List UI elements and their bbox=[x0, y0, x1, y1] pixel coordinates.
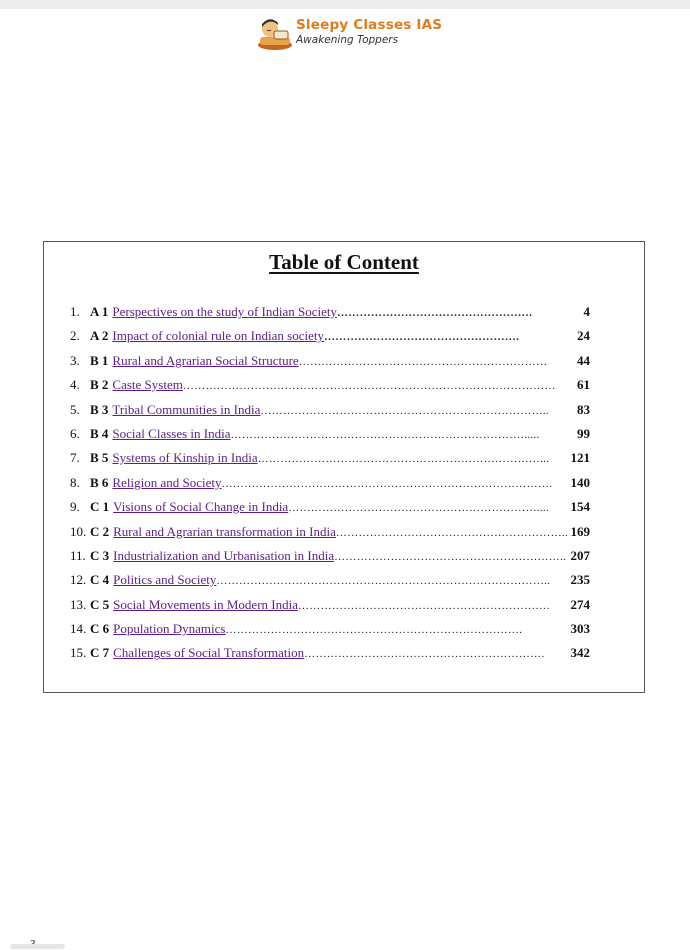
toc-entry-leader-dots: ………………………………………………………….... bbox=[288, 502, 550, 515]
toc-entry-number: 8. bbox=[70, 474, 80, 490]
toc-entry-page: 44 bbox=[577, 352, 590, 368]
toc-entry-page: 154 bbox=[570, 499, 590, 515]
toc-entry-link[interactable]: Rural and Agrarian Social Structure bbox=[112, 352, 299, 368]
brand-title: Sleepy Classes IAS bbox=[296, 17, 443, 33]
toc-entry-code: B 1 bbox=[90, 352, 109, 368]
toc-entry-page: 207 bbox=[570, 547, 590, 563]
toc-entry-number: 1. bbox=[70, 304, 80, 319]
toc-entry-link[interactable]: Caste System bbox=[112, 377, 183, 393]
toc-entry-link[interactable]: Religion and Society bbox=[112, 474, 222, 490]
toc-entry-number: 2. bbox=[70, 328, 80, 344]
toc-entry-leader-dots: ………………………………………………………. bbox=[304, 648, 545, 661]
toc-heading-text: Table of Content bbox=[269, 250, 419, 274]
toc-entry-leader-dots: ………………………………………………………… bbox=[298, 355, 548, 368]
toc-entry-number: 10. bbox=[70, 523, 87, 539]
bottom-scroll-indicator bbox=[10, 944, 65, 949]
toc-entry-link[interactable]: Population Dynamics bbox=[113, 621, 226, 637]
toc-entry-code: B 2 bbox=[90, 377, 109, 393]
toc-list bbox=[70, 304, 590, 670]
toc-entry-link[interactable]: Industrialization and Urbanisation in India bbox=[113, 547, 335, 563]
toc-entry-code: C 2 bbox=[90, 523, 110, 539]
toc-entry bbox=[70, 572, 590, 596]
toc-entry-number: 14. bbox=[70, 621, 87, 637]
sleeping-student-logo-icon bbox=[256, 15, 294, 51]
toc-entry-leader-dots: …………………………………………………….. bbox=[335, 526, 568, 539]
toc-entry bbox=[70, 402, 590, 426]
toc-entry-number: 13. bbox=[70, 596, 87, 612]
toc-entry-number: 5. bbox=[70, 401, 80, 417]
toc-entry-leader-dots: …………………………………………………………………………….. bbox=[216, 575, 551, 588]
toc-entry-link[interactable]: Visions of Social Change in India bbox=[113, 499, 289, 515]
toc-entry bbox=[70, 426, 590, 450]
toc-entry-page: 4 bbox=[583, 304, 590, 319]
toc-heading bbox=[44, 250, 644, 275]
toc-entry-code: A 1 bbox=[90, 304, 109, 319]
toc-entry-link[interactable]: Tribal Communities in India bbox=[112, 401, 261, 417]
toc-entry-code: B 4 bbox=[90, 425, 109, 441]
toc-entry-leader-dots: …………………………………………………………. bbox=[298, 599, 550, 612]
toc-entry-link[interactable]: Challenges of Social Transformation bbox=[113, 645, 305, 661]
toc-entry-code: A 2 bbox=[90, 328, 109, 344]
toc-entry-link[interactable]: Perspectives on the study of Indian Society bbox=[112, 304, 337, 319]
toc-entry-link[interactable]: Politics and Society bbox=[113, 572, 217, 588]
toc-entry bbox=[70, 597, 590, 621]
toc-entry-page: 342 bbox=[570, 645, 590, 661]
table-of-contents-box bbox=[43, 241, 645, 693]
toc-entry-leader-dots: ………………………………………………………………….. bbox=[260, 404, 549, 417]
toc-entry-page: 61 bbox=[577, 377, 590, 393]
toc-entry-number: 12. bbox=[70, 572, 87, 588]
toc-entry bbox=[70, 450, 590, 474]
toc-entry-number: 15. bbox=[70, 645, 87, 661]
toc-entry-page: 235 bbox=[570, 572, 590, 588]
toc-entry bbox=[70, 475, 590, 499]
toc-entry bbox=[70, 377, 590, 401]
toc-entry-code: B 6 bbox=[90, 474, 109, 490]
toc-entry-code: C 4 bbox=[90, 572, 110, 588]
toc-entry-page: 83 bbox=[577, 401, 590, 417]
toc-entry bbox=[70, 621, 590, 645]
toc-entry-link[interactable]: Rural and Agrarian transformation in India bbox=[113, 523, 336, 539]
toc-entry bbox=[70, 328, 590, 352]
toc-entry bbox=[70, 548, 590, 572]
toc-entry-link[interactable]: Social Movements in Modern India bbox=[113, 596, 298, 612]
toc-entry-number: 3. bbox=[70, 352, 80, 368]
toc-entry-leader-dots: …………………………………………………………………... bbox=[257, 453, 550, 466]
brand-tagline: Awakening Toppers bbox=[296, 34, 399, 46]
toc-entry-leader-dots: ……………………………………………………………………..... bbox=[230, 428, 540, 441]
toc-entry-page: 140 bbox=[570, 474, 590, 490]
toc-entry bbox=[70, 353, 590, 377]
toc-entry bbox=[70, 304, 590, 328]
toc-entry-code: C 1 bbox=[90, 499, 110, 515]
toc-entry-code: B 5 bbox=[90, 450, 109, 466]
toc-entry-number: 7. bbox=[70, 450, 80, 466]
toc-entry-code: C 7 bbox=[90, 645, 110, 661]
toc-entry-page: 274 bbox=[570, 596, 590, 612]
toc-entry-code: C 5 bbox=[90, 596, 110, 612]
toc-entry-number: 11. bbox=[70, 547, 86, 563]
toc-entry-code: C 6 bbox=[90, 621, 110, 637]
toc-entry bbox=[70, 645, 590, 669]
toc-entry-code: C 3 bbox=[90, 547, 110, 563]
toc-entry-number: 9. bbox=[70, 499, 80, 515]
toc-entry-page: 99 bbox=[577, 425, 590, 441]
toc-entry bbox=[70, 524, 590, 548]
toc-entry-page: 303 bbox=[570, 621, 590, 637]
toc-entry-page: 121 bbox=[570, 450, 590, 466]
toc-entry-leader-dots: ……………………………………………………………………………. bbox=[221, 477, 553, 490]
toc-entry-link[interactable]: Social Classes in India bbox=[112, 425, 231, 441]
toc-entry bbox=[70, 499, 590, 523]
toc-entry-leader-dots: ……………………………………………. bbox=[337, 307, 533, 319]
toc-entry-leader-dots: ……………………………………………………………………. bbox=[225, 624, 523, 637]
toc-entry-leader-dots: ……………………………………………. bbox=[323, 331, 520, 344]
toc-entry-page: 24 bbox=[577, 328, 590, 344]
toc-entry-leader-dots: ……………………………………………………………………………………… bbox=[182, 380, 556, 393]
toc-entry-leader-dots: …………………………………………………….. bbox=[334, 550, 567, 563]
top-toolbar-strip bbox=[0, 0, 690, 9]
toc-entry-page: 169 bbox=[570, 523, 590, 539]
toc-entry-number: 4. bbox=[70, 377, 80, 393]
toc-entry-link[interactable]: Systems of Kinship in India bbox=[112, 450, 258, 466]
toc-entry-link[interactable]: Impact of colonial rule on Indian society bbox=[112, 328, 324, 344]
toc-entry-number: 6. bbox=[70, 425, 80, 441]
toc-entry-code: B 3 bbox=[90, 401, 109, 417]
brand-logo bbox=[256, 15, 446, 51]
